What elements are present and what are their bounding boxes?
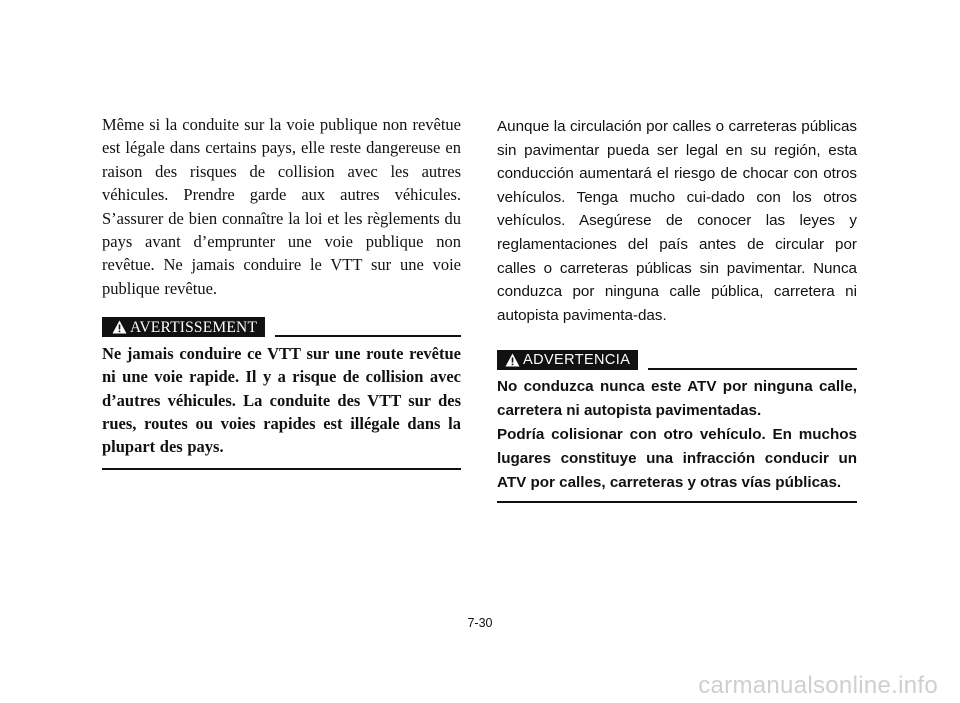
warning-triangle-icon — [112, 320, 127, 334]
watermark: carmanualsonline.info — [698, 672, 938, 699]
spanish-warning-header — [497, 350, 857, 370]
french-warning-label: AVERTISSEMENT — [130, 318, 258, 336]
spanish-warning-badge — [497, 350, 638, 370]
french-warning-badge — [102, 317, 265, 337]
spanish-warning-end-rule — [497, 501, 857, 503]
french-paragraph: Même si la conduite sur la voie publique non revêtue est légale dans certains pays, elle reste dangereuse en raison des risques de collision avec les autres véhicules. Prendre garde aux autres véhicules. S’assurer de bien connaître la loi et les règlements du pays avant d’emprunter une voie publique non revêtue. Ne jamais conduire le VTT sur une voie publique revêtue. — [102, 115, 461, 298]
page-number: 7-30 — [467, 616, 493, 630]
french-warning-text: Ne jamais conduire ce VTT sur une route revêtue ni une voie rapide. Il y a risque de collision avec d’autres véhicules. La conduite des VTT sur des rues, routes ou voies rapides est illégale dans la plupart des pays. — [102, 344, 461, 457]
spanish-paragraph: Aunque la circulación por calles o carreteras públicas sin pavimentar pueda ser legal en su región, esta conducción aumentará el riesgo de chocar con otros vehículos. Tenga mucho cui-dado con los otros vehículos. Asegúrese de conocer las leyes y reglamentaciones del país antes de circular por calles o carreteras públicas sin pavimentar. Nunca conduzca por ninguna calle pública, carretera ni autopista pavimenta-das. — [497, 118, 857, 324]
spanish-warning-text-1: No conduzca nunca este ATV por ninguna calle, carretera ni autopista pavimentadas. — [497, 378, 857, 420]
spanish-warning-label: ADVERTENCIA — [523, 351, 631, 368]
french-column — [102, 113, 461, 470]
spanish-column — [497, 115, 857, 503]
spanish-warning-text-2: Podría colisionar con otro vehículo. En muchos lugares constituye una infracción conducir un ATV por calles, carreteras y otras vías públicas. — [497, 425, 857, 491]
spanish-warning-header-rule — [648, 368, 857, 370]
warning-triangle-icon — [505, 353, 520, 367]
french-warning-header — [102, 317, 461, 337]
french-warning-end-rule — [102, 468, 461, 470]
french-warning-header-rule — [275, 335, 461, 337]
